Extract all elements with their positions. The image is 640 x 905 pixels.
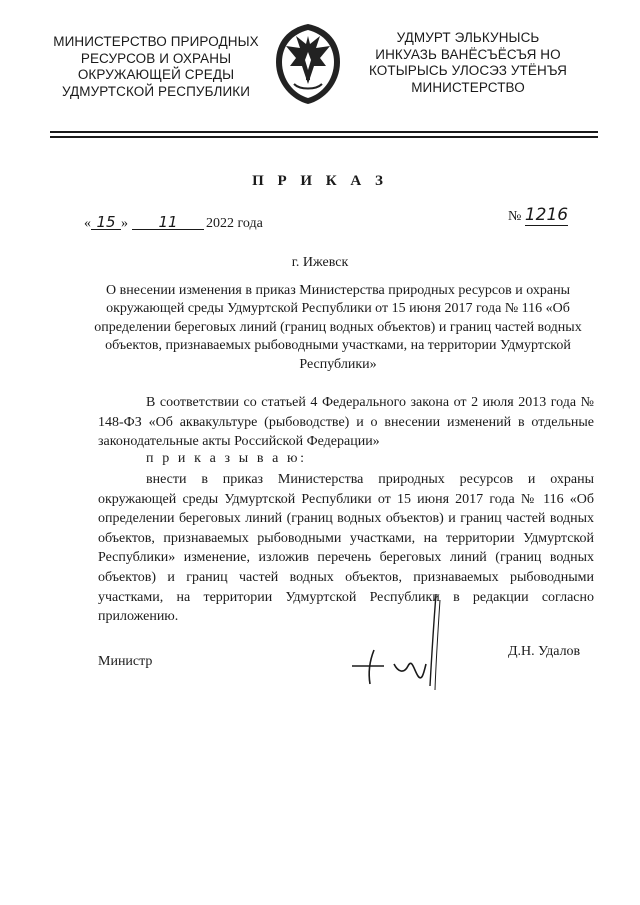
- date-day-field: [91, 213, 121, 230]
- order-paragraph: внести в приказ Министерства природных ресурсов и охраны окружающей среды Удмуртской Республики от 15 июня 2017 года № 116 «Об определении береговых линий (границ водных объектов) и границ частей водных объектов, признаваемых рыбоводными участками, на территории Удмуртской Республики» изменение, изложив перечень береговых линий (границ водных объектов) и границ частей водных объектов, признаваемых рыбоводными участками, на территории Удмуртской Республики в редакции согласно приложению.: [98, 472, 594, 625]
- ministry-name-line: ИНКУАЗЬ ВАНЁСЪЁСЪЯ НО: [375, 46, 561, 62]
- ministry-name-line: КОТЫРЫСЬ УЛОСЭЗ УТЁНЪЯ: [368, 63, 568, 78]
- order-word: п р и к а з ы в а ю:: [146, 451, 307, 466]
- header-divider: [50, 131, 598, 133]
- date-day: 15: [96, 213, 116, 231]
- order-number: [508, 205, 568, 225]
- ministry-name-udmurt: [362, 30, 574, 96]
- date-month: 11: [158, 213, 178, 231]
- number-prefix: №: [508, 209, 522, 224]
- document-title: П Р И К А З: [252, 173, 388, 189]
- date-year: 2022 года: [206, 216, 263, 231]
- date-close-quote: »: [121, 216, 128, 231]
- order-date: [84, 213, 263, 232]
- number-value: 1216: [524, 205, 569, 225]
- ministry-name-line: МИНИСТЕРСТВО: [411, 79, 525, 95]
- ministry-name-line: МИНИСТЕРСТВО ПРИРОДНЫХ: [53, 34, 259, 49]
- ministry-name-line: РЕСУРСОВ И ОХРАНЫ: [80, 50, 232, 66]
- ministry-name-line: УДМУРТ ЭЛЬКУНЫСЬ: [396, 30, 540, 45]
- ministry-name-line: УДМУРТСКОЙ РЕСПУБЛИКИ: [61, 83, 251, 99]
- signature-icon: [340, 590, 450, 700]
- emblem-icon: [272, 22, 344, 106]
- ministry-name-line: ОКРУЖАЮЩЕЙ СРЕДЫ: [77, 67, 235, 82]
- order-subject: О внесении изменения в приказ Министерства природных ресурсов и охраны окружающей среды Удмуртской Республики от 15 июня 2017 года № 116 «Об определении береговых линий (границ водных объектов) и границ частей водных объектов, признаваемых рыбоводными участками, на территории Удмуртской Республики»: [94, 283, 582, 372]
- date-month-field: [132, 213, 204, 230]
- preamble-paragraph: В соответствии со статьей 4 Федерального закона от 2 июля 2013 года № 148-ФЗ «Об аквакультуре (рыбоводстве) и о внесении изменений в отдельные законодательные акты Российской Федерации»: [98, 395, 594, 450]
- signer-name: Д.Н. Удалов: [508, 644, 581, 659]
- signer-position: Министр: [98, 654, 153, 669]
- city: г. Ижевск: [291, 255, 349, 270]
- date-open-quote: «: [84, 216, 91, 231]
- ministry-name-russian: [50, 34, 262, 100]
- header-divider: [50, 136, 598, 138]
